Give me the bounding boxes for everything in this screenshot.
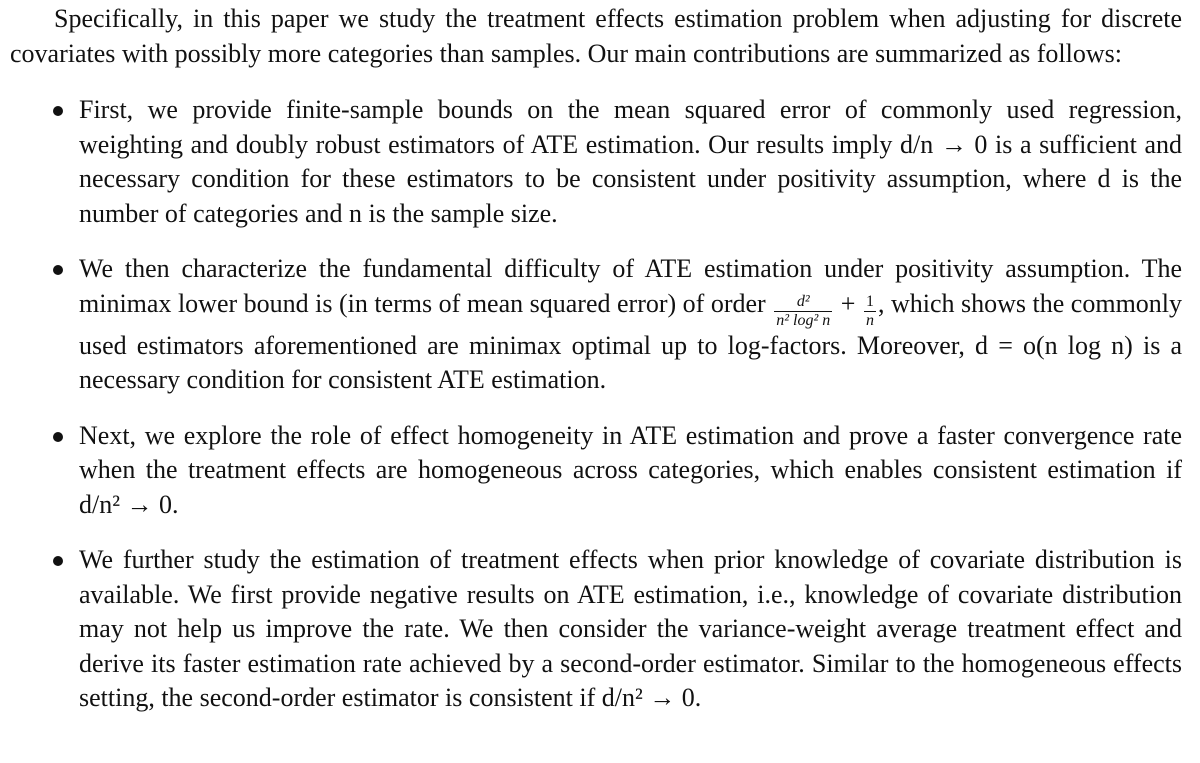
contributions-list — [10, 93, 1182, 716]
plus-sign: + — [840, 288, 856, 318]
paper-page — [10, 2, 1182, 737]
contribution-item-4 — [10, 543, 1182, 716]
contribution-text-4: We further study the estimation of treatment effects when prior knowledge of covariate distribution is available. We first provide negative results on ATE estimation, i.e., knowledge of covariate distribution may not help us improve the rate. We then consider the variance-weight average treatment effect and derive its faster estimation rate achieved by a second-order estimator. Similar to the homogeneous effects setting, the second-order estimator is consistent if d/n² → 0. — [79, 545, 1182, 712]
contribution-text-1: First, we provide finite-sample bounds on the mean squared error of commonly used regression, weighting and doubly robust estimators of ATE estimation. Our results imply d/n → 0 is a sufficient and necessary condition for these estimators to be consistent under positivity assumption, where d is the number of categories and n is the sample size. — [79, 95, 1182, 228]
bullet-dot-icon — [53, 265, 63, 275]
bullet-dot-icon — [53, 106, 63, 116]
contribution-item-2 — [10, 252, 1182, 398]
intro-paragraph: Specifically, in this paper we study the treatment effects estimation problem when adjusting for discrete covariates with possibly more categories than samples. Our main contributions are summarized as follows: — [10, 4, 1182, 68]
minimax-rate-fraction-2 — [864, 294, 876, 329]
contribution-item-3 — [10, 419, 1182, 523]
bullet-dot-icon — [53, 432, 63, 442]
contribution-item-1 — [10, 93, 1182, 231]
minimax-rate-fraction-1 — [774, 294, 832, 329]
contribution-text-3: Next, we explore the role of effect homogeneity in ATE estimation and prove a faster convergence rate when the treatment effects are homogeneous across categories, which enables consistent estimation if d/n² → 0. — [79, 420, 1182, 519]
fraction-1-numerator: d² — [774, 294, 832, 312]
fraction-2-numerator: 1 — [865, 292, 874, 310]
contribution-text-2-before: We then characterize the fundamental difficulty of ATE estimation under positivity assumption. The minimax lower bound is (in terms of mean squared error) of order — [79, 254, 1182, 318]
contribution-text-2-after: , which shows the commonly used estimators aforementioned are minimax optimal up to log-factors. Moreover, d = o(n log n) is a necessary condition for consistent ATE estimation. — [79, 288, 1183, 394]
bullet-dot-icon — [53, 556, 63, 566]
fraction-2-denominator: n — [865, 311, 874, 329]
fraction-1-denominator: n² log² n — [776, 311, 831, 329]
